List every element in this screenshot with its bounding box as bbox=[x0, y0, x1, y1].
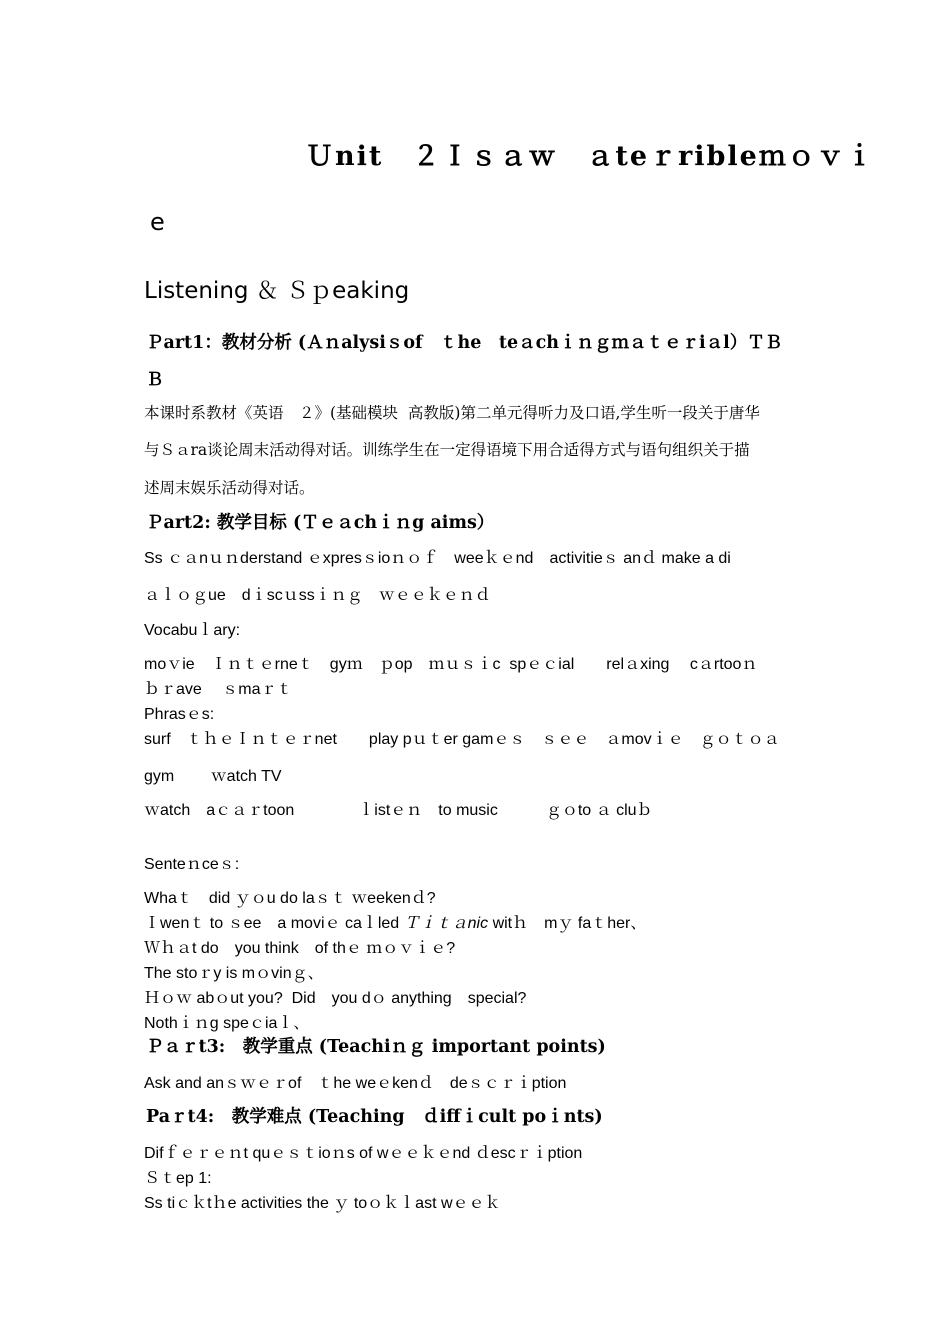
part4-heading: Paｒt4: 教学难点 (Teaching ｄiffｉcult poｉnts) bbox=[146, 1107, 603, 1127]
phrases-list-continuation: gym ｗatch TV bbox=[144, 768, 282, 785]
step-body: Ss tiｃｋtｈe activities the ｙ toｏｋｌast wｅｅｋ bbox=[144, 1195, 501, 1212]
sentence-line: Ｈｏｗ abｏut you? Did you dｏ anything special? bbox=[144, 990, 527, 1007]
sentence-line: Ｉwenｔ to ｓee a moviｅ caｌled Ｔｉｔａnic witｈ mｙ faｔher、 bbox=[144, 915, 647, 932]
part3-heading: Ｐａｒt3: 教学重点 (Teachiｎｇ important points) bbox=[146, 1037, 606, 1057]
phrases-list: surf ｔｈｅＩｎｔｅｒnet play pｕｔer gamｅｓ ｓｅｅ ａmovｉｅ ｇｏｔｏａ bbox=[144, 731, 780, 748]
movie-title: Ｔｉｔａnic bbox=[403, 915, 489, 932]
sentence-line: The stoｒy is mｏvinｇ、 bbox=[144, 965, 324, 982]
phrases-label: Phrasｅs: bbox=[144, 706, 215, 723]
sentences-label: Senteｎceｓ: bbox=[144, 856, 240, 873]
part1-heading-continuation: Ｂ bbox=[146, 370, 164, 390]
part4-body: Difｆｅｒｅｎt quｅｓｔioｎs of wｅｅｋｅnd ｄescｒｉption bbox=[144, 1145, 583, 1162]
sentence-line: Nothｉｎg speｃiaｌ、 bbox=[144, 1015, 310, 1032]
aims-text-continuation: ａｌｏｇue dｉscｕssｉｎｇ ｗｅｅｋｅｎｄ bbox=[144, 587, 491, 604]
part1-body-line: 本课时系教材《英语 ２》(基础模块 高教版)第二单元得听力及口语,学生听一段关于唐华 bbox=[144, 404, 760, 422]
aims-text: Ss ｃａnｕｎderstand ｅxpresｓioｎｏｆ weeｋｅnd activitieｓ anｄ make a di bbox=[144, 550, 731, 567]
document-title-continuation: e bbox=[150, 208, 165, 236]
part1-heading: Ｐart1：教材分析 (Ａｎalysiｓof ｔhe teａchｉｎｇｍａｔｅｒiａl）ＴＢ bbox=[146, 333, 783, 353]
sentence-line: Ｗｈａt do you think of thｅ ｍｏｖｉｅ? bbox=[144, 940, 456, 957]
part1-body-line: 述周末娱乐活动得对话。 bbox=[144, 479, 315, 497]
phrases-list-continuation: ｗatch aｃａｒtoon ｌistｅｎ to music ｇｏto ａ cluｂ bbox=[144, 802, 653, 819]
part2-heading: Ｐart2: 教学目标 (Ｔｅａchｉｎg aims） bbox=[146, 513, 495, 533]
vocabulary-list: moｖie Ｉｎｔｅrneｔ gyｍ ｐop ｍｕｓｉc spｅｃial relａxing cａrtooｎ bbox=[144, 656, 758, 673]
section-heading: Listening ＆ Ｓｐeaking bbox=[144, 278, 410, 304]
sentence-line: Whaｔ did ｙｏu do laｓｔ ｗeekenｄ? bbox=[144, 890, 436, 907]
vocabulary-label: Vocabuｌary: bbox=[144, 622, 241, 639]
document-title: Ｕnit ２Ｉｓａｗ ａteｒribleｍｏｖｉ bbox=[306, 141, 875, 172]
step-label: Ｓｔep 1: bbox=[144, 1170, 212, 1187]
vocabulary-list-continuation: ｂｒave ｓmaｒｔ bbox=[144, 681, 293, 698]
part3-body: Ask and anｓｗｅｒof ｔhe weｅkenｄ deｓｃｒｉption bbox=[144, 1075, 567, 1092]
part1-body-line: 与Ｓａra谈论周末活动得对话。训练学生在一定得语境下用合适得方式与语句组织关于描 bbox=[144, 441, 750, 459]
